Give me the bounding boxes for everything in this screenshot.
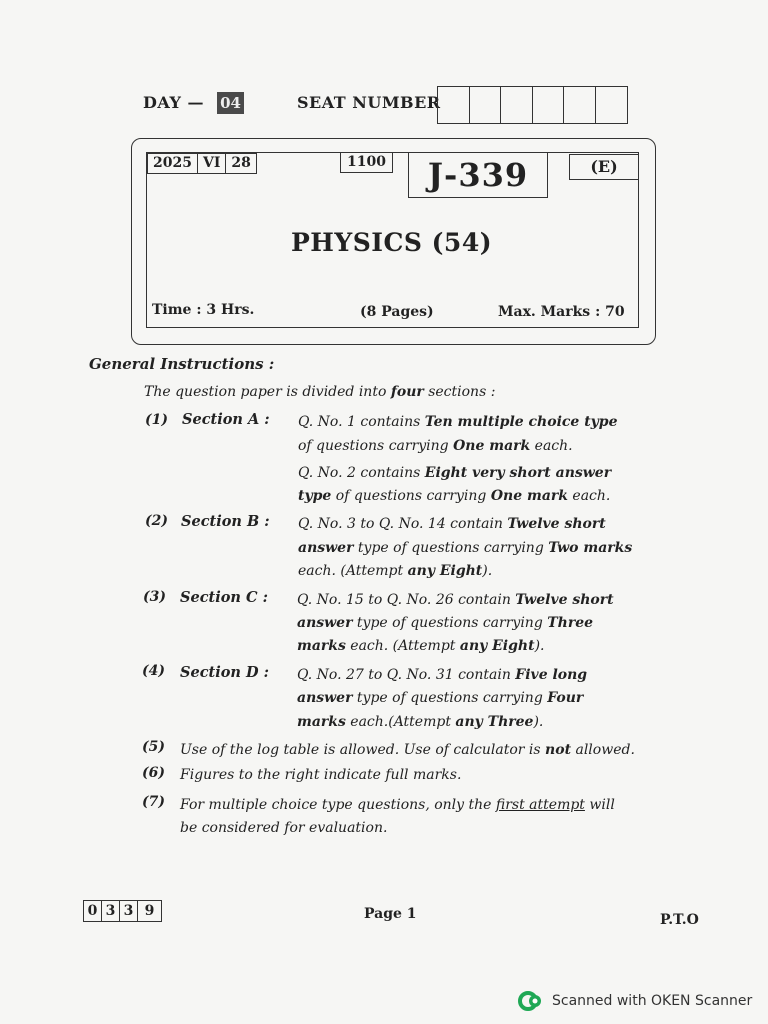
- seat-number-cell: [438, 87, 470, 123]
- instruction-number: (1): [145, 412, 168, 428]
- section-label: Section D :: [180, 664, 269, 681]
- exam-year: 2025: [148, 154, 198, 173]
- page-number: Page 1: [364, 906, 417, 922]
- roll-digit: 3: [120, 901, 138, 921]
- roll-digit: 9: [144, 903, 155, 919]
- instructions-title: General Instructions :: [89, 355, 275, 373]
- exam-duration: Time : 3 Hrs.: [152, 302, 255, 318]
- pto-label: P.T.O: [660, 912, 699, 928]
- instruction-line: of questions carrying One mark each.: [298, 438, 573, 454]
- roll-digit: 0: [84, 901, 102, 921]
- intro-bold: four: [390, 384, 424, 400]
- instruction-line: answer type of questions carrying Four: [297, 690, 584, 706]
- paper-roll-code: [83, 900, 162, 922]
- instruction-line: Figures to the right indicate full marks.: [180, 767, 462, 783]
- instruction-line: answer type of questions carrying Two marks: [298, 540, 633, 556]
- section-label: Section A :: [182, 411, 270, 428]
- scanner-watermark: [518, 990, 752, 1012]
- seat-number-label: SEAT NUMBER: [297, 93, 441, 112]
- seat-number-cell: [564, 87, 596, 123]
- intro-post: sections :: [423, 384, 496, 400]
- instruction-number: (4): [142, 663, 165, 679]
- instruction-number: (7): [142, 794, 165, 810]
- instruction-line: each. (Attempt any Eight).: [298, 563, 493, 579]
- seat-number-cell: [501, 87, 533, 123]
- instruction-line: type of questions carrying One mark each.: [298, 488, 611, 504]
- instruction-line: Q. No. 15 to Q. No. 26 contain Twelve short: [297, 592, 614, 608]
- instruction-number: (5): [142, 739, 165, 755]
- seat-number-cell: [470, 87, 502, 123]
- instruction-line: be considered for evaluation.: [180, 820, 388, 836]
- instruction-line: Q. No. 1 contains Ten multiple choice type: [298, 414, 618, 430]
- exam-date-code: [147, 153, 257, 174]
- instruction-number: (6): [142, 765, 165, 781]
- instruction-line: marks each.(Attempt any Three).: [297, 714, 544, 730]
- day-label: DAY —: [143, 93, 204, 112]
- instruction-number: (2): [145, 513, 168, 529]
- exam-month: VI: [198, 154, 226, 173]
- instructions-intro: [144, 384, 495, 400]
- instruction-number: (3): [143, 589, 166, 605]
- seat-number-cell: [533, 87, 565, 123]
- intro-pre: The question paper is divided into: [144, 384, 391, 400]
- max-marks: Max. Marks : 70: [498, 304, 625, 320]
- section-label: Section B :: [181, 513, 270, 530]
- instruction-line: For multiple choice type questions, only the first attempt will: [180, 797, 615, 813]
- instruction-line: Q. No. 27 to Q. No. 31 contain Five long: [297, 667, 588, 683]
- instruction-line: Q. No. 3 to Q. No. 14 contain Twelve short: [298, 516, 606, 532]
- instruction-line: Use of the log table is allowed. Use of calculator is not allowed.: [180, 742, 635, 758]
- subject-title: PHYSICS (54): [290, 228, 493, 257]
- day-value: 04: [217, 92, 244, 114]
- scanner-watermark-text: Scanned with OKEN Scanner: [552, 993, 753, 1009]
- exam-time-code: 1100: [340, 152, 393, 173]
- seat-number-boxes: [437, 86, 628, 124]
- instruction-line: answer type of questions carrying Three: [297, 615, 594, 631]
- paper-code: J-339: [408, 152, 548, 198]
- instruction-line: marks each. (Attempt any Eight).: [297, 638, 545, 654]
- medium-code: (E): [569, 154, 639, 180]
- roll-digit: 3: [102, 901, 120, 921]
- oken-scanner-logo-icon: [518, 990, 544, 1012]
- seat-number-cell: [596, 87, 628, 123]
- exam-date: 28: [231, 155, 251, 171]
- instruction-line: Q. No. 2 contains Eight very short answer: [298, 465, 612, 481]
- page-count: (8 Pages): [360, 304, 434, 320]
- section-label: Section C :: [180, 589, 268, 606]
